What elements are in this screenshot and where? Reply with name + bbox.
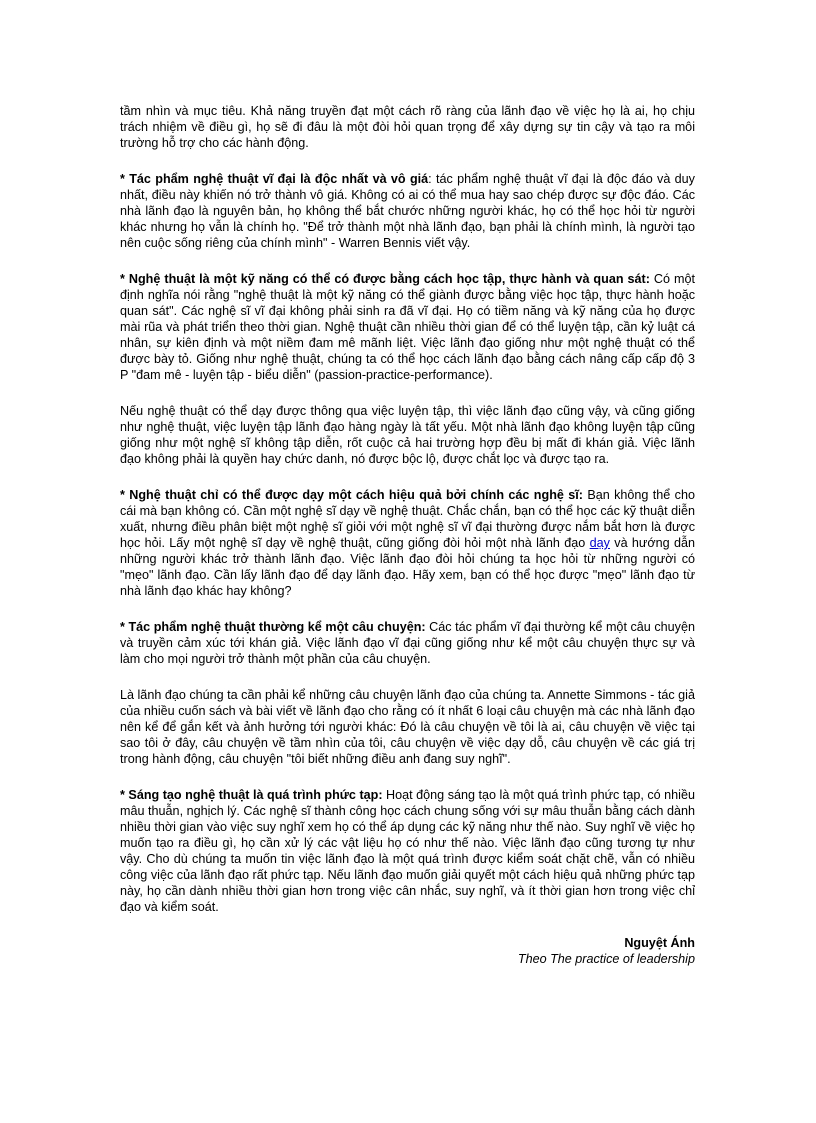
paragraph-art-skill bbox=[120, 271, 695, 383]
paragraph-text: Là lãnh đạo chúng ta cần phải kể những câu chuyện lãnh đạo của chúng ta. Annette Simmons - tác giả của nhiều cuốn sách và bài viết về lãnh đạo cho rằng có ít nhất 6 loại câu chuyện mà các nhà lãnh đạo nên kể để gắn kết và ảnh hưởng tới người khác: Đó là câu chuyện về tôi là ai, câu chuyện về việc tại sao tôi ở đây, câu chuyện về tầm nhìn của tôi, câu chuyện về việc dạy dỗ, câu chuyện về các giá trị trong hành động, câu chuyện "tôi biết những điều anh đang suy nghĩ". bbox=[120, 688, 695, 766]
paragraph-text: Các tác phẩm vĩ đại thường kể một câu chuyện và truyền cảm xúc tới khán giả. Việc lãnh đạo vĩ đại cũng giống như kể một câu chuyện thực sự và làm cho mọi người trở thành một phần của câu chuyện. bbox=[120, 620, 695, 666]
section-heading: * Nghệ thuật chỉ có thể được dạy một cách hiệu quả bởi chính các nghệ sĩ: bbox=[120, 488, 583, 502]
paragraph-teach-art bbox=[120, 487, 695, 599]
paragraph-text: Nếu nghệ thuật có thể dạy được thông qua việc luyện tập, thì việc lãnh đạo cũng vậy, và cũng giống như nghệ thuật, việc luyện tập lãnh đạo hàng ngày là tất yếu. Một nhà lãnh đạo không luyện tập cũng giống như một nghệ sĩ không tập diễn, rốt cuộc cả hai trường hợp đều bị mất đi khán giả. Việc lãnh đạo không phải là quyền hay chức danh, nó được bộc lộ, được chắt lọc và được tạo ra. bbox=[120, 404, 695, 466]
paragraph-complex-process bbox=[120, 787, 695, 915]
document-page bbox=[120, 103, 695, 967]
source-credit: Theo The practice of leadership bbox=[517, 952, 695, 966]
paragraph-text: và hướng dẫn những người khác trở thành lãnh đạo. Việc lãnh đạo đòi hỏi chúng ta học hỏi từ những người có "mẹo" lãnh đạo. Cần lấy lãnh đạo để dạy lãnh đạo. Hãy xem, bạn có thể học được "mẹo" lãnh đạo từ nhà lãnh đạo khác hay không? bbox=[120, 536, 695, 598]
paragraph-intro bbox=[120, 103, 695, 151]
section-heading: * Tác phẩm nghệ thuật thường kể một câu chuyện: bbox=[120, 620, 426, 634]
paragraph-text: : tác phẩm nghệ thuật vĩ đại là độc đáo và duy nhất, điều này khiến nó trở thành vô giá. Không có ai có thể mua hay sao chép được sự độc đáo. Các nhà lãnh đạo là nguyên bản, họ không thể bắt chước những người khác, họ có thể học hỏi từ người khác nhưng họ vẫn là chính họ. "Để trở thành một nhà lãnh đạo, bạn phải là chính mình, là người tạo nên cuộc sống riêng của chính mình" - Warren Bennis viết vậy. bbox=[120, 172, 695, 250]
paragraph-text: Hoạt động sáng tạo là một quá trình phức tạp, có nhiều mâu thuẫn, nghịch lý. Các nghệ sĩ thành công học cách chung sống với sự mâu thuẫn bằng cách dành nhiều thời gian vào việc suy nghĩ xem họ có thể áp dụng các kỹ năng như thế nào. Suy nghĩ về việc họ muốn tạo ra điều gì, họ cần xử lý các vật liệu họ có như thế nào. Việc lãnh đạo cũng tương tự như vậy. Cho dù chúng ta muốn tin việc lãnh đạo là một quá trình được kiểm soát chặt chẽ, vẫn có nhiều công việc của lãnh đạo rất phức tạp. Nếu lãnh đạo muốn giải quyết một cách hiệu quả những phức tạp này, họ cần dành nhiều thời gian hơn trong việc cân nhắc, suy nghĩ, và ít thời gian hơn trong việc chỉ đạo và kiểm soát. bbox=[120, 788, 695, 914]
paragraph-text: tầm nhìn và mục tiêu. Khả năng truyền đạt một cách rõ ràng của lãnh đạo về việc họ là ai, họ chịu trách nhiệm về điều gì, họ sẽ đi đâu là một đòi hỏi quan trọng để xây dựng sự tin cậy và tạo ra môi trường hỗ trợ cho các hành động. bbox=[120, 104, 695, 150]
paragraph-text: Có một định nghĩa nói rằng "nghệ thuật là một kỹ năng có thể giành được bằng việc học tập, thực hành hoặc quan sát". Các nghệ sĩ vĩ đại không phải sinh ra đã vĩ đại. Họ có tiềm năng và kỹ năng của họ được mài rũa và phát triển theo thời gian. Nghệ thuật cần nhiều thời gian để có thể luyện tập, cần kỷ luật cá nhân, sự kiên định và một niềm đam mê mãnh liệt. Việc lãnh đạo giống như một nghệ thuật có thể được bày tỏ. Giống như nghệ thuật, chúng ta có thể học cách lãnh đạo bằng cách nâng cấp cấp độ 3 P "đam mê - luyện tập - biểu diễn" (passion-practice-performance). bbox=[120, 272, 695, 382]
paragraph-practice bbox=[120, 403, 695, 467]
section-heading: * Nghệ thuật là một kỹ năng có thể có được bằng cách học tập, thực hành và quan sát: bbox=[120, 272, 650, 286]
author-name: Nguyệt Ánh bbox=[624, 936, 695, 950]
paragraph-story bbox=[120, 619, 695, 667]
paragraph-text: Bạn không thể cho cái mà bạn không có. Cần một nghệ sĩ dạy về nghệ thuật. Chắc chắn, bạn có thể học các kỹ thuật diễn xuất, nhưng điều phân biệt một nghệ sĩ giỏi với một nghệ sĩ vĩ đại thường được nắm bắt hơn là được học hỏi. Lấy một nghệ sĩ dạy về nghệ thuật, cũng giống đòi hỏi một nhà lãnh đạo bbox=[120, 488, 695, 550]
paragraph-leader-stories bbox=[120, 687, 695, 767]
signature-block bbox=[120, 935, 695, 967]
section-heading: * Tác phẩm nghệ thuật vĩ đại là độc nhất và vô giá bbox=[120, 172, 429, 186]
day-link[interactable]: dạy bbox=[589, 536, 610, 550]
section-heading: * Sáng tạo nghệ thuật là quá trình phức tạp: bbox=[120, 788, 383, 802]
paragraph-unique-art bbox=[120, 171, 695, 251]
